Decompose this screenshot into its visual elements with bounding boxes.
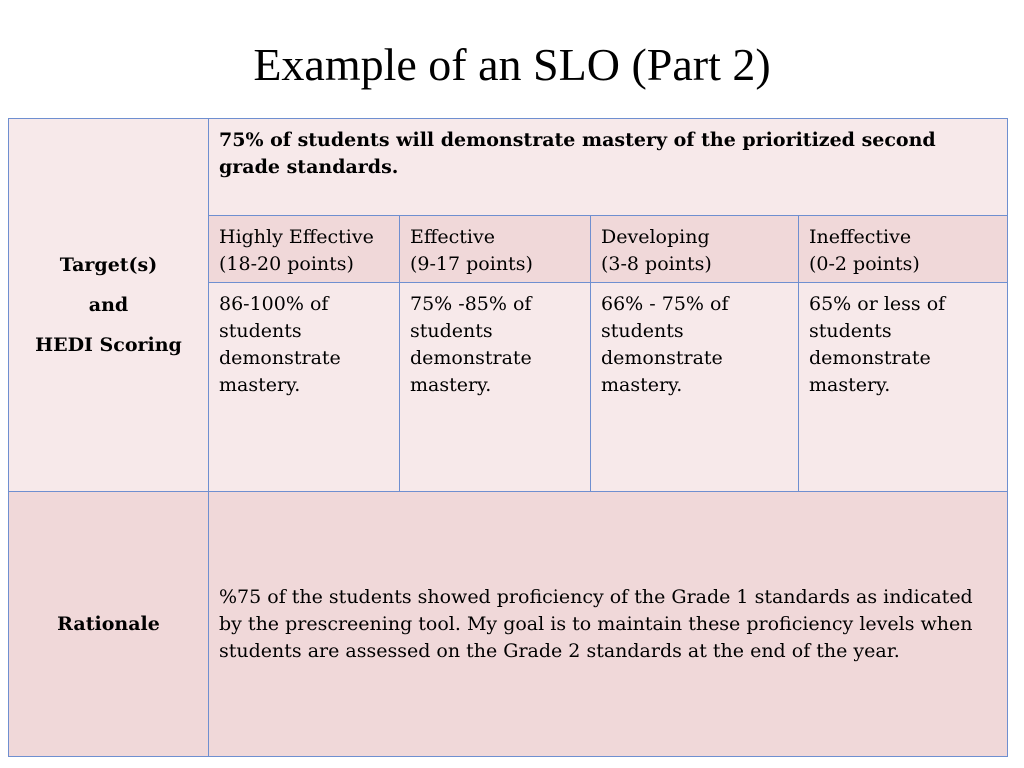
criteria-line: students bbox=[809, 320, 892, 342]
rating-header-effective bbox=[400, 216, 591, 283]
criteria-line: demonstrate bbox=[601, 347, 723, 369]
rating-points: (18-20 points) bbox=[219, 253, 354, 275]
criteria-line: students bbox=[410, 320, 493, 342]
rationale-cell bbox=[209, 492, 1008, 757]
rating-points: (3-8 points) bbox=[601, 253, 712, 275]
goal-text: 75% of students will demonstrate mastery of the prioritized second grade standards. bbox=[219, 129, 936, 178]
rating-criteria-ineffective bbox=[799, 283, 1008, 492]
rationale-label-cell bbox=[9, 492, 209, 757]
rating-name: Effective bbox=[410, 226, 495, 248]
criteria-line: demonstrate bbox=[809, 347, 931, 369]
criteria-line: 86-100% of bbox=[219, 293, 329, 315]
rating-header-ineffective bbox=[799, 216, 1008, 283]
targets-label-line-2: and bbox=[88, 294, 129, 316]
rating-criteria-effective bbox=[400, 283, 591, 492]
rating-criteria-developing bbox=[591, 283, 799, 492]
criteria-line: demonstrate bbox=[410, 347, 532, 369]
criteria-line: mastery. bbox=[809, 374, 891, 396]
targets-label-cell bbox=[9, 119, 209, 492]
criteria-line: students bbox=[219, 320, 302, 342]
criteria-line: mastery. bbox=[219, 374, 301, 396]
rationale-label: Rationale bbox=[57, 612, 160, 635]
criteria-line: 75% -85% of bbox=[410, 293, 532, 315]
slo-table bbox=[8, 118, 1008, 757]
rating-header-developing bbox=[591, 216, 799, 283]
criteria-line: students bbox=[601, 320, 684, 342]
targets-label-line-3: HEDI Scoring bbox=[35, 334, 182, 356]
criteria-line: mastery. bbox=[601, 374, 683, 396]
rationale-text: %75 of the students showed proficiency of the Grade 1 standards as indicated by the prescreening tool. My goal is to maintain these proficiency levels when students are assessed on the Grade 2 standards at the end of the year. bbox=[219, 585, 973, 662]
rating-name: Ineffective bbox=[809, 226, 912, 248]
rating-criteria-highly-effective bbox=[209, 283, 400, 492]
criteria-line: mastery. bbox=[410, 374, 492, 396]
goal-cell bbox=[209, 119, 1008, 216]
rating-header-highly-effective bbox=[209, 216, 400, 283]
criteria-line: 65% or less of bbox=[809, 293, 946, 315]
rating-name: Developing bbox=[601, 226, 710, 248]
rating-points: (9-17 points) bbox=[410, 253, 533, 275]
criteria-line: demonstrate bbox=[219, 347, 341, 369]
criteria-line: 66% - 75% of bbox=[601, 293, 729, 315]
targets-label-line-1: Target(s) bbox=[59, 254, 158, 276]
rating-name: Highly Effective bbox=[219, 226, 374, 248]
slide-title: Example of an SLO (Part 2) bbox=[253, 39, 771, 90]
rating-points: (0-2 points) bbox=[809, 253, 920, 275]
